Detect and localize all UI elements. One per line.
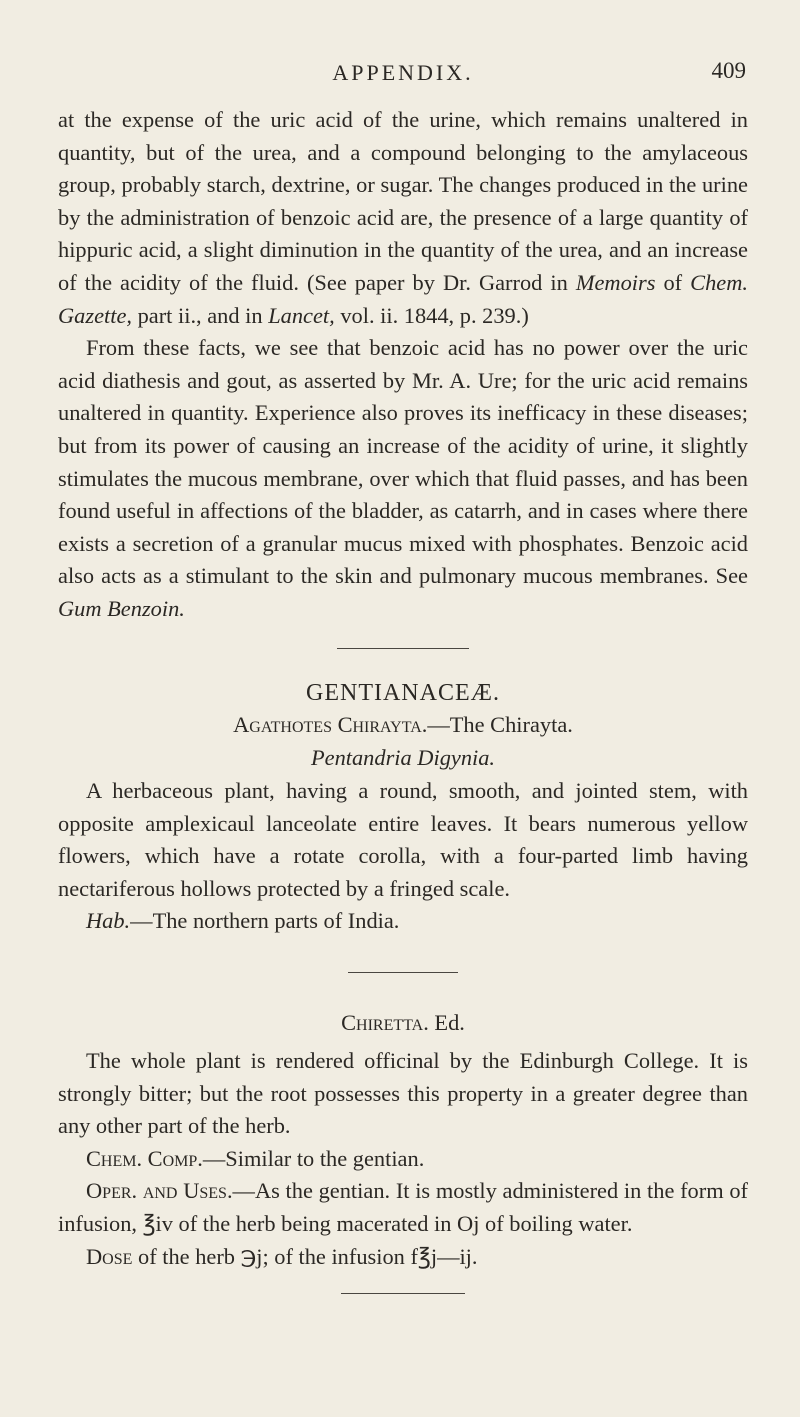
paragraph-chem-comp [58, 1143, 748, 1176]
section-divider [348, 972, 458, 973]
text-run: part ii., and in [132, 302, 269, 328]
italic-run: Chem. Gazette, [58, 269, 748, 328]
text-run: vol. ii. 1844, p. 239.) [334, 302, 529, 328]
dose-text: of the herb ℈j; of the infusion f℥j—ij. [132, 1243, 478, 1269]
paragraph-officinal [58, 1045, 748, 1143]
italic-run: Memoirs [575, 269, 656, 295]
paragraph-habitat [58, 905, 748, 938]
habitat-label: Hab. [86, 908, 131, 934]
oper-uses-label: Oper. and Uses. [86, 1178, 233, 1204]
chem-comp-text: —Similar to the gentian. [202, 1145, 425, 1171]
section-title: GENTIANACEÆ. [306, 679, 500, 706]
species-name: Agathotes Chirayta. [233, 711, 428, 737]
paragraph-benzoic-urine [58, 104, 748, 332]
italic-run: Lancet, [268, 302, 335, 328]
section-divider [341, 1293, 465, 1294]
page-number: 409 [711, 58, 746, 83]
paragraph-oper-uses [58, 1175, 748, 1240]
classification: Pentandria Digynia. [310, 745, 496, 771]
habitat-text: —The northern parts of India. [130, 908, 400, 934]
running-head [58, 60, 748, 104]
paragraph-dose [58, 1241, 748, 1274]
oper-uses-text: —As the gentian. It is mostly administered in the form of infusion, ℥iv of the herb being macerated in Oj of boiling water. [58, 1178, 748, 1237]
text-run: at the expense of the uric acid of the urine, which remains unaltered in quantity, but of the urea, and a compound belonging to the amylaceous group, probably starch, dextrine, or sugar. The changes produced in the urine by the administration of benzoic acid are, the presence of a large quantity of hippuric acid, a slight diminution in the quantity of the urea, and an increase of the acidity of the fluid. (See paper by Dr. Garrod in [58, 107, 748, 295]
chem-comp-label: Chem. Comp. [86, 1145, 203, 1171]
section-divider [337, 648, 469, 649]
text-run: of [655, 269, 691, 295]
running-title: APPENDIX. [332, 60, 474, 85]
dose-label: Dose [86, 1243, 133, 1269]
subsection-title [58, 1007, 748, 1039]
text-run: From these facts, we see that benzoic acid has no power over the uric acid diathesis and gout, as asserted by Mr. A. Ure; for the uric acid remains unaltered in quantity. Experience also proves its inefficacy in these diseases; but from its power of causing an increase of the acidity of urine, it slightly stimulates the mucous membrane, over which that fluid passes, and has been found useful in affections of the bladder, as catarrh, and in cases where there exists a secretion of a granular mucus mixed with phosphates. Benzoic acid also acts as a stimulant to the skin and pulmonary mucous membranes. See [58, 335, 748, 589]
species-heading [58, 709, 748, 742]
paragraph-benzoic-effects [58, 332, 748, 625]
species-common-name: —The Chirayta. [427, 711, 573, 737]
paragraph-description [58, 775, 748, 905]
italic-run: Gum Benzoin. [58, 595, 185, 621]
text-run: A herbaceous plant, having a round, smooth, and jointed stem, with opposite amplexicaul lanceolate entire leaves. It bears numerous yellow flowers, which have a rotate corolla, with a four-parted limb having nectariferous hollows protected by a fringed scale. [58, 778, 748, 901]
drug-name: Chiretta. [341, 1010, 429, 1036]
text-run: The whole plant is rendered officinal by the Edinburgh College. It is strongly bitter; but the root possesses this property in a greater degree than any other part of the herb. [58, 1048, 748, 1139]
pharmacopoeia-ref: Ed. [428, 1010, 465, 1036]
